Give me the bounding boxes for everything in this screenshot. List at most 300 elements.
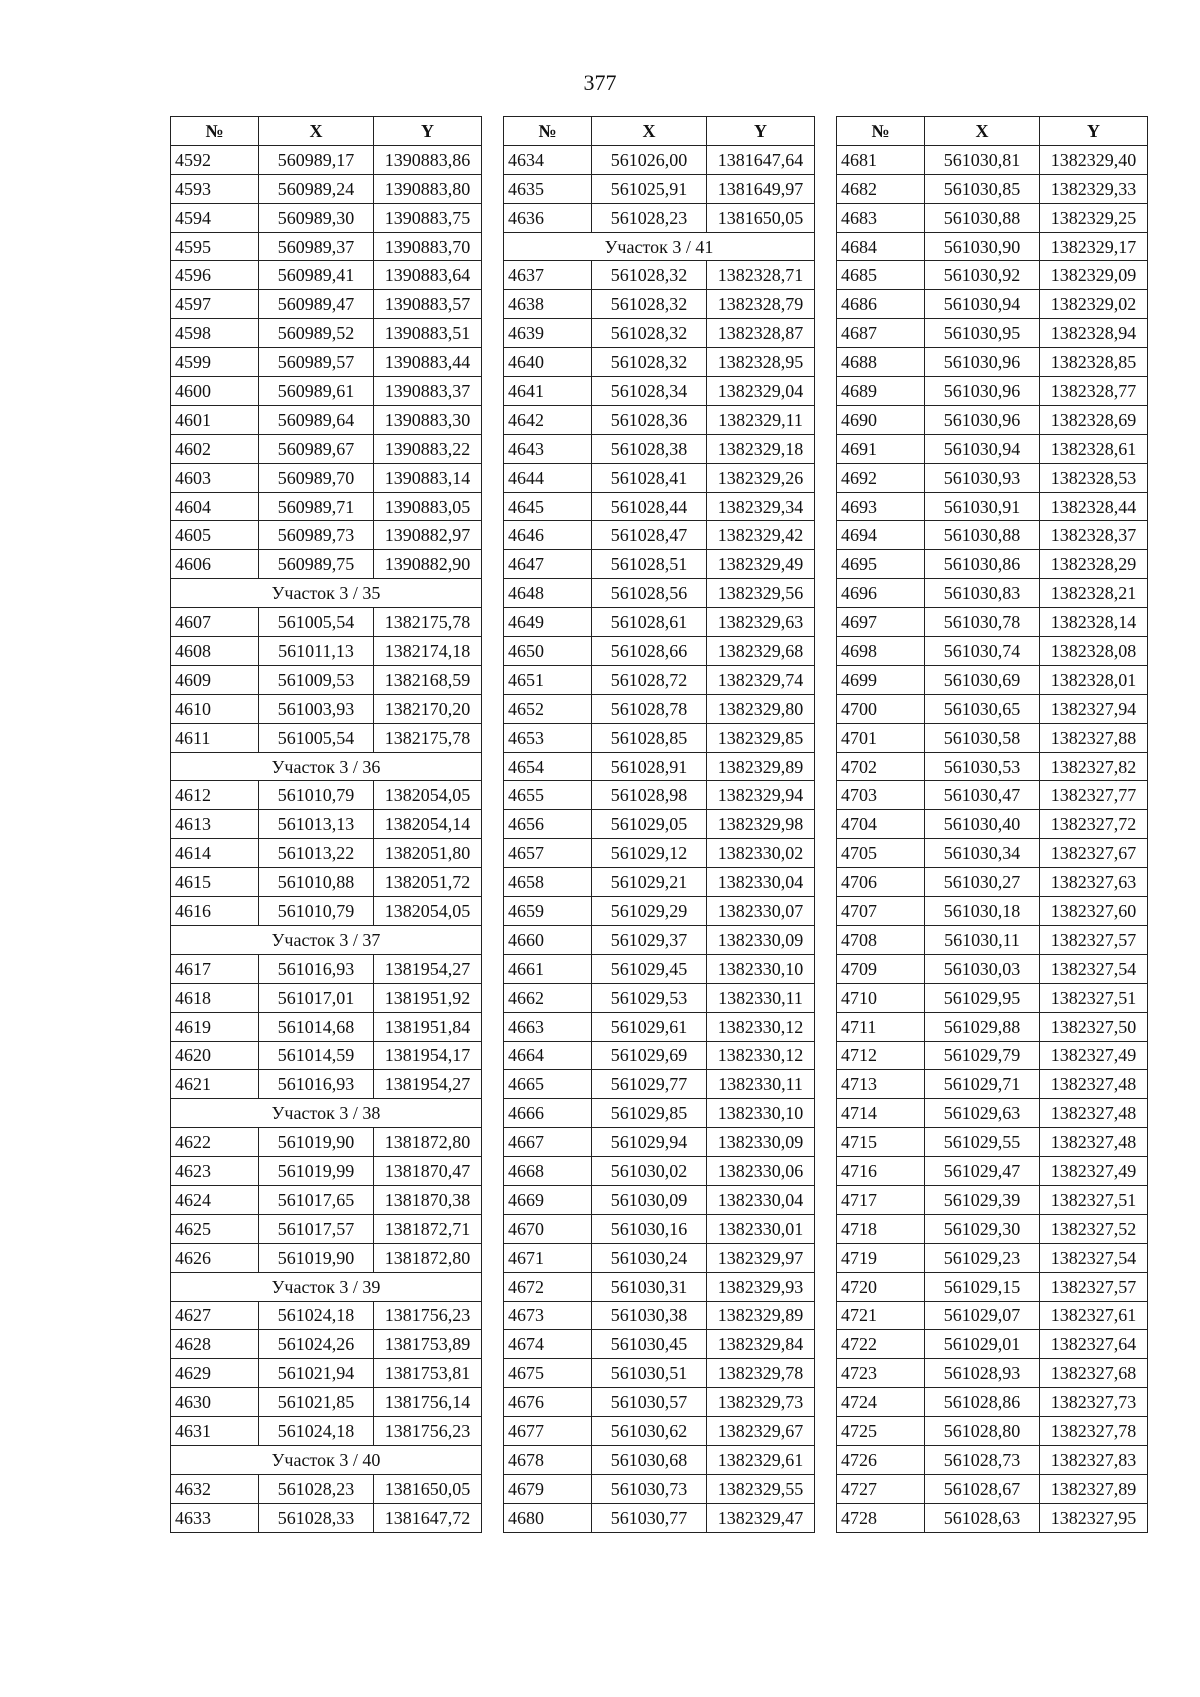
x-coordinate: 561030,62: [592, 1417, 707, 1446]
table-row: [504, 781, 815, 810]
point-number: 4597: [171, 290, 259, 319]
y-coordinate: 1382327,61: [1040, 1301, 1148, 1330]
table-header-row: [171, 117, 482, 146]
table-row: [837, 1243, 1148, 1272]
point-number: 4726: [837, 1445, 925, 1474]
point-number: 4599: [171, 348, 259, 377]
table-row: [837, 290, 1148, 319]
section-title: Участок 3 / 36: [171, 752, 482, 781]
x-coordinate: 561029,12: [592, 839, 707, 868]
x-coordinate: 561030,86: [925, 550, 1040, 579]
section-title: Участок 3 / 40: [171, 1445, 482, 1474]
table-row: [837, 377, 1148, 406]
x-coordinate: 561017,01: [259, 983, 374, 1012]
table-row: [171, 810, 482, 839]
table-row: [837, 810, 1148, 839]
point-number: 4679: [504, 1474, 592, 1503]
point-number: 4643: [504, 434, 592, 463]
page-number: 377: [583, 70, 617, 95]
point-number: 4707: [837, 897, 925, 926]
x-coordinate: 561029,07: [925, 1301, 1040, 1330]
y-coordinate: 1390883,64: [374, 261, 482, 290]
section-row: [171, 752, 482, 781]
x-coordinate: 561030,47: [925, 781, 1040, 810]
y-coordinate: 1382051,80: [374, 839, 482, 868]
x-coordinate: 561028,51: [592, 550, 707, 579]
y-coordinate: 1382330,01: [707, 1214, 815, 1243]
point-number: 4595: [171, 232, 259, 261]
point-number: 4649: [504, 608, 592, 637]
table-row: [504, 1330, 815, 1359]
table-row: [837, 405, 1148, 434]
table-row: [837, 319, 1148, 348]
x-coordinate: 560989,52: [259, 319, 374, 348]
point-number: 4609: [171, 665, 259, 694]
y-coordinate: 1382168,59: [374, 665, 482, 694]
y-coordinate: 1390883,37: [374, 377, 482, 406]
table-row: [504, 1070, 815, 1099]
x-coordinate: 561030,40: [925, 810, 1040, 839]
point-number: 4704: [837, 810, 925, 839]
point-number: 4696: [837, 579, 925, 608]
table-row: [837, 925, 1148, 954]
table-row: [504, 1012, 815, 1041]
table-row: [837, 1157, 1148, 1186]
y-coordinate: 1381954,17: [374, 1041, 482, 1070]
y-coordinate: 1382329,11: [707, 405, 815, 434]
x-coordinate: 561029,53: [592, 983, 707, 1012]
y-coordinate: 1382329,56: [707, 579, 815, 608]
x-coordinate: 561030,94: [925, 434, 1040, 463]
x-coordinate: 561028,33: [259, 1503, 374, 1532]
point-number: 4610: [171, 694, 259, 723]
point-number: 4611: [171, 723, 259, 752]
header-x: X: [592, 117, 707, 146]
x-coordinate: 561029,05: [592, 810, 707, 839]
point-number: 4690: [837, 405, 925, 434]
point-number: 4646: [504, 521, 592, 550]
table-row: [504, 203, 815, 232]
y-coordinate: 1382329,17: [1040, 232, 1148, 261]
x-coordinate: 561029,61: [592, 1012, 707, 1041]
y-coordinate: 1390883,70: [374, 232, 482, 261]
point-number: 4596: [171, 261, 259, 290]
point-number: 4709: [837, 954, 925, 983]
section-row: [171, 579, 482, 608]
y-coordinate: 1382330,02: [707, 839, 815, 868]
table-row: [837, 1359, 1148, 1388]
x-coordinate: 561030,02: [592, 1157, 707, 1186]
y-coordinate: 1382329,42: [707, 521, 815, 550]
point-number: 4723: [837, 1359, 925, 1388]
point-number: 4608: [171, 637, 259, 666]
x-coordinate: 561028,73: [925, 1445, 1040, 1474]
table-row: [504, 1272, 815, 1301]
x-coordinate: 560989,17: [259, 145, 374, 174]
y-coordinate: 1382327,48: [1040, 1099, 1148, 1128]
y-coordinate: 1382327,49: [1040, 1041, 1148, 1070]
y-coordinate: 1390883,44: [374, 348, 482, 377]
table-row: [171, 1330, 482, 1359]
y-coordinate: 1382329,80: [707, 694, 815, 723]
point-number: 4647: [504, 550, 592, 579]
x-coordinate: 561028,63: [925, 1503, 1040, 1532]
y-coordinate: 1390883,14: [374, 463, 482, 492]
header-x: X: [259, 117, 374, 146]
y-coordinate: 1382328,79: [707, 290, 815, 319]
point-number: 4720: [837, 1272, 925, 1301]
y-coordinate: 1382175,78: [374, 723, 482, 752]
table-row: [504, 1445, 815, 1474]
point-number: 4663: [504, 1012, 592, 1041]
y-coordinate: 1382328,95: [707, 348, 815, 377]
y-coordinate: 1381872,80: [374, 1128, 482, 1157]
x-coordinate: 561029,55: [925, 1128, 1040, 1157]
point-number: 4670: [504, 1214, 592, 1243]
y-coordinate: 1382327,83: [1040, 1445, 1148, 1474]
y-coordinate: 1382054,05: [374, 781, 482, 810]
x-coordinate: 561028,93: [925, 1359, 1040, 1388]
point-number: 4722: [837, 1330, 925, 1359]
x-coordinate: 561028,32: [592, 261, 707, 290]
point-number: 4678: [504, 1445, 592, 1474]
x-coordinate: 561030,68: [592, 1445, 707, 1474]
table-row: [504, 290, 815, 319]
table-row: [171, 261, 482, 290]
x-coordinate: 561016,93: [259, 1070, 374, 1099]
table-row: [837, 1474, 1148, 1503]
x-coordinate: 561013,22: [259, 839, 374, 868]
y-coordinate: 1382330,09: [707, 925, 815, 954]
point-number: 4661: [504, 954, 592, 983]
point-number: 4673: [504, 1301, 592, 1330]
section-row: [171, 1272, 482, 1301]
point-number: 4600: [171, 377, 259, 406]
point-number: 4695: [837, 550, 925, 579]
x-coordinate: 561028,34: [592, 377, 707, 406]
point-number: 4660: [504, 925, 592, 954]
y-coordinate: 1382327,50: [1040, 1012, 1148, 1041]
y-coordinate: 1382327,67: [1040, 839, 1148, 868]
y-coordinate: 1382330,06: [707, 1157, 815, 1186]
y-coordinate: 1382329,94: [707, 781, 815, 810]
table-row: [837, 1128, 1148, 1157]
x-coordinate: 561019,90: [259, 1243, 374, 1272]
point-number: 4627: [171, 1301, 259, 1330]
x-coordinate: 561030,74: [925, 637, 1040, 666]
point-number: 4691: [837, 434, 925, 463]
table-row: [837, 1185, 1148, 1214]
x-coordinate: 561028,80: [925, 1417, 1040, 1446]
table-row: [504, 348, 815, 377]
x-coordinate: 561010,79: [259, 897, 374, 926]
table-row: [504, 579, 815, 608]
table-row: [504, 1041, 815, 1070]
point-number: 4728: [837, 1503, 925, 1532]
y-coordinate: 1382330,12: [707, 1012, 815, 1041]
x-coordinate: 561028,44: [592, 492, 707, 521]
table-row: [504, 1099, 815, 1128]
x-coordinate: 561014,59: [259, 1041, 374, 1070]
y-coordinate: 1382327,54: [1040, 1243, 1148, 1272]
point-number: 4702: [837, 752, 925, 781]
table-row: [504, 434, 815, 463]
section-title: Участок 3 / 41: [504, 232, 815, 261]
point-number: 4605: [171, 521, 259, 550]
x-coordinate: 561028,32: [592, 319, 707, 348]
table-row: [837, 174, 1148, 203]
x-coordinate: 561024,18: [259, 1417, 374, 1446]
x-coordinate: 561030,34: [925, 839, 1040, 868]
y-coordinate: 1382329,49: [707, 550, 815, 579]
y-coordinate: 1382328,77: [1040, 377, 1148, 406]
y-coordinate: 1382327,52: [1040, 1214, 1148, 1243]
point-number: 4654: [504, 752, 592, 781]
y-coordinate: 1381870,47: [374, 1157, 482, 1186]
section-row: [171, 925, 482, 954]
x-coordinate: 561030,27: [925, 868, 1040, 897]
point-number: 4686: [837, 290, 925, 319]
x-coordinate: 561029,30: [925, 1214, 1040, 1243]
x-coordinate: 561010,88: [259, 868, 374, 897]
y-coordinate: 1382329,26: [707, 463, 815, 492]
y-coordinate: 1382329,67: [707, 1417, 815, 1446]
x-coordinate: 561030,77: [592, 1503, 707, 1532]
header-num: №: [504, 117, 592, 146]
point-number: 4592: [171, 145, 259, 174]
y-coordinate: 1382329,09: [1040, 261, 1148, 290]
x-coordinate: 561029,29: [592, 897, 707, 926]
table-row: [837, 1330, 1148, 1359]
y-coordinate: 1382329,61: [707, 1445, 815, 1474]
table-row: [171, 665, 482, 694]
table-row: [837, 1417, 1148, 1446]
x-coordinate: 561030,03: [925, 954, 1040, 983]
y-coordinate: 1382328,37: [1040, 521, 1148, 550]
y-coordinate: 1382330,11: [707, 1070, 815, 1099]
table-row: [504, 319, 815, 348]
y-coordinate: 1390883,22: [374, 434, 482, 463]
x-coordinate: 561013,13: [259, 810, 374, 839]
y-coordinate: 1390883,30: [374, 405, 482, 434]
point-number: 4708: [837, 925, 925, 954]
x-coordinate: 561021,94: [259, 1359, 374, 1388]
x-coordinate: 561028,56: [592, 579, 707, 608]
section-title: Участок 3 / 38: [171, 1099, 482, 1128]
x-coordinate: 561029,21: [592, 868, 707, 897]
point-number: 4633: [171, 1503, 259, 1532]
x-coordinate: 560989,73: [259, 521, 374, 550]
x-coordinate: 561030,95: [925, 319, 1040, 348]
point-number: 4687: [837, 319, 925, 348]
header-y: Y: [374, 117, 482, 146]
point-number: 4699: [837, 665, 925, 694]
x-coordinate: 560989,41: [259, 261, 374, 290]
point-number: 4655: [504, 781, 592, 810]
x-coordinate: 561030,31: [592, 1272, 707, 1301]
table-row: [837, 1445, 1148, 1474]
section-row: [171, 1445, 482, 1474]
y-coordinate: 1382328,53: [1040, 463, 1148, 492]
x-coordinate: 560989,71: [259, 492, 374, 521]
point-number: 4665: [504, 1070, 592, 1099]
y-coordinate: 1382327,49: [1040, 1157, 1148, 1186]
table-row: [171, 174, 482, 203]
x-coordinate: 561029,63: [925, 1099, 1040, 1128]
x-coordinate: 561030,45: [592, 1330, 707, 1359]
table-row: [837, 897, 1148, 926]
x-coordinate: 561029,37: [592, 925, 707, 954]
table-row: [171, 203, 482, 232]
x-coordinate: 561030,96: [925, 348, 1040, 377]
point-number: 4664: [504, 1041, 592, 1070]
point-number: 4680: [504, 1503, 592, 1532]
x-coordinate: 561029,23: [925, 1243, 1040, 1272]
x-coordinate: 561028,23: [592, 203, 707, 232]
point-number: 4656: [504, 810, 592, 839]
table-row: [837, 434, 1148, 463]
y-coordinate: 1390882,97: [374, 521, 482, 550]
table-row: [171, 290, 482, 319]
y-coordinate: 1382328,71: [707, 261, 815, 290]
coordinates-table-2: [503, 116, 815, 1533]
y-coordinate: 1382054,14: [374, 810, 482, 839]
table-row: [837, 1272, 1148, 1301]
y-coordinate: 1382327,48: [1040, 1128, 1148, 1157]
header-x: X: [925, 117, 1040, 146]
y-coordinate: 1382329,73: [707, 1388, 815, 1417]
y-coordinate: 1381756,23: [374, 1417, 482, 1446]
y-coordinate: 1382329,78: [707, 1359, 815, 1388]
x-coordinate: 560989,67: [259, 434, 374, 463]
table-row: [171, 434, 482, 463]
x-coordinate: 561014,68: [259, 1012, 374, 1041]
x-coordinate: 561005,54: [259, 608, 374, 637]
table-row: [504, 405, 815, 434]
y-coordinate: 1382330,07: [707, 897, 815, 926]
table-row: [171, 145, 482, 174]
table-row: [837, 203, 1148, 232]
table-row: [171, 1070, 482, 1099]
y-coordinate: 1382327,78: [1040, 1417, 1148, 1446]
table-row: [171, 1474, 482, 1503]
table-row: [171, 723, 482, 752]
y-coordinate: 1382328,94: [1040, 319, 1148, 348]
point-number: 4714: [837, 1099, 925, 1128]
y-coordinate: 1382051,72: [374, 868, 482, 897]
point-number: 4718: [837, 1214, 925, 1243]
point-number: 4635: [504, 174, 592, 203]
x-coordinate: 561030,51: [592, 1359, 707, 1388]
point-number: 4625: [171, 1214, 259, 1243]
coordinates-table-1: [170, 116, 482, 1533]
table-row: [504, 1503, 815, 1532]
y-coordinate: 1382328,61: [1040, 434, 1148, 463]
x-coordinate: 561030,78: [925, 608, 1040, 637]
y-coordinate: 1382327,51: [1040, 1185, 1148, 1214]
point-number: 4638: [504, 290, 592, 319]
table-row: [837, 1214, 1148, 1243]
y-coordinate: 1382330,12: [707, 1041, 815, 1070]
point-number: 4615: [171, 868, 259, 897]
y-coordinate: 1381753,89: [374, 1330, 482, 1359]
table-row: [504, 608, 815, 637]
y-coordinate: 1382330,10: [707, 954, 815, 983]
table-row: [504, 954, 815, 983]
table-row: [504, 1417, 815, 1446]
y-coordinate: 1382329,74: [707, 665, 815, 694]
table-row: [504, 1301, 815, 1330]
table-row: [504, 925, 815, 954]
x-coordinate: 561030,58: [925, 723, 1040, 752]
y-coordinate: 1382327,57: [1040, 1272, 1148, 1301]
y-coordinate: 1381951,92: [374, 983, 482, 1012]
x-coordinate: 561009,53: [259, 665, 374, 694]
table-row: [837, 954, 1148, 983]
point-number: 4598: [171, 319, 259, 348]
point-number: 4630: [171, 1388, 259, 1417]
table-row: [837, 983, 1148, 1012]
point-number: 4716: [837, 1157, 925, 1186]
point-number: 4674: [504, 1330, 592, 1359]
point-number: 4606: [171, 550, 259, 579]
table-row: [837, 723, 1148, 752]
point-number: 4640: [504, 348, 592, 377]
x-coordinate: 561019,99: [259, 1157, 374, 1186]
x-coordinate: 560989,57: [259, 348, 374, 377]
table-row: [837, 550, 1148, 579]
x-coordinate: 561028,98: [592, 781, 707, 810]
point-number: 4641: [504, 377, 592, 406]
y-coordinate: 1382329,04: [707, 377, 815, 406]
point-number: 4715: [837, 1128, 925, 1157]
y-coordinate: 1381756,14: [374, 1388, 482, 1417]
y-coordinate: 1382328,14: [1040, 608, 1148, 637]
point-number: 4631: [171, 1417, 259, 1446]
point-number: 4725: [837, 1417, 925, 1446]
x-coordinate: 561028,38: [592, 434, 707, 463]
point-number: 4651: [504, 665, 592, 694]
y-coordinate: 1381649,97: [707, 174, 815, 203]
point-number: 4684: [837, 232, 925, 261]
y-coordinate: 1382327,64: [1040, 1330, 1148, 1359]
point-number: 4594: [171, 203, 259, 232]
table-row: [504, 261, 815, 290]
point-number: 4657: [504, 839, 592, 868]
table-row: [171, 897, 482, 926]
x-coordinate: 561030,83: [925, 579, 1040, 608]
x-coordinate: 561028,66: [592, 637, 707, 666]
y-coordinate: 1382327,68: [1040, 1359, 1148, 1388]
table-row: [837, 1388, 1148, 1417]
x-coordinate: 561030,91: [925, 492, 1040, 521]
y-coordinate: 1381954,27: [374, 1070, 482, 1099]
point-number: 4602: [171, 434, 259, 463]
y-coordinate: 1382054,05: [374, 897, 482, 926]
table-row: [171, 868, 482, 897]
point-number: 4700: [837, 694, 925, 723]
point-number: 4685: [837, 261, 925, 290]
y-coordinate: 1390883,80: [374, 174, 482, 203]
x-coordinate: 561030,88: [925, 521, 1040, 550]
x-coordinate: 561029,88: [925, 1012, 1040, 1041]
y-coordinate: 1381650,05: [374, 1474, 482, 1503]
y-coordinate: 1382327,88: [1040, 723, 1148, 752]
y-coordinate: 1382329,40: [1040, 145, 1148, 174]
point-number: 4727: [837, 1474, 925, 1503]
point-number: 4634: [504, 145, 592, 174]
table-row: [504, 1214, 815, 1243]
